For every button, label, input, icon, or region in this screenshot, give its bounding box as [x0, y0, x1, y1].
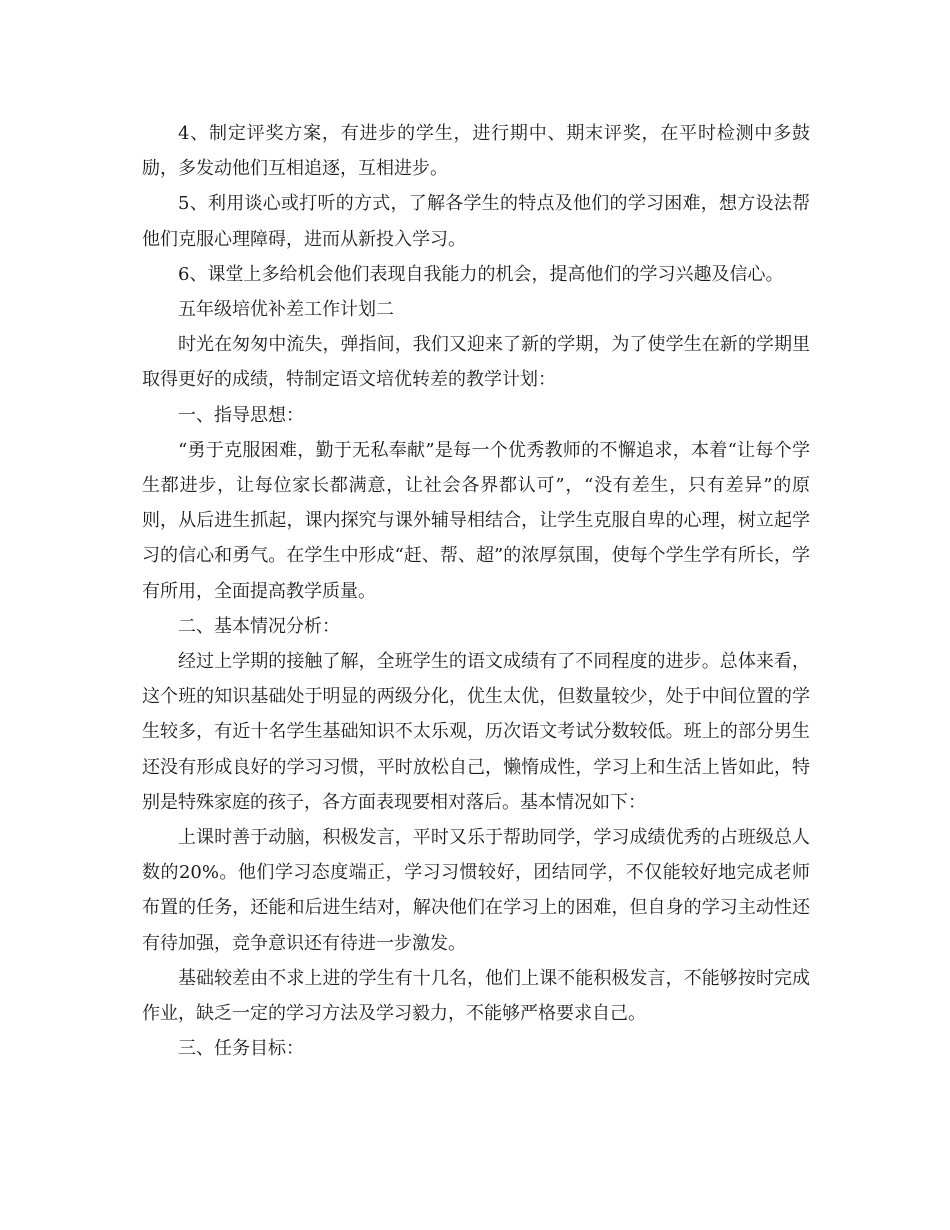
paragraph-award-plan: 4、制定评奖方案，有进步的学生，进行期中、期末评奖，在平时检测中多鼓励，多发动他们互相追逐，互相进步。 — [142, 123, 810, 180]
heading-task-goals: 三、任务目标： — [178, 1038, 304, 1060]
paragraph-intro: 时光在匆匆中流失，弹指间，我们又迎来了新的学期，为了使学生在新的学期里取得更好的成绩，特制定语文培优转差的教学计划： — [142, 334, 810, 391]
paragraph-weak-students: 基础较差由不求上进的学生有十几名，他们上课不能积极发言，不能够按时完成作业，缺乏一定的学习方法及学习毅力，不能够严格要求自己。 — [142, 967, 810, 1025]
paragraph-guiding-thought: “勇于克服困难，勤于无私奉献”是每一个优秀教师的不懈追求，本着“让每个学生都进步，让每位家长都满意，让社会各界都认可”，“没有差生，只有差异”的原则，从后进生抓起，课内探究与课外辅导相结合，让学生克服自卑的心理，树立起学习的信心和勇气。在学生中形成“赶、帮、超”的浓厚氛围，使每个学生学有所长，学有所用，全面提高教学质量。 — [142, 439, 810, 602]
paragraph-heart-to-heart: 5、利用谈心或打听的方式，了解各学生的特点及他们的学习困难，想方设法帮他们克服心理障碍，进而从新投入学习。 — [142, 193, 810, 250]
heading-situation-analysis: 二、基本情况分析： — [178, 615, 340, 637]
document-body — [142, 116, 810, 1066]
heading-guiding-thought: 一、指导思想： — [178, 404, 304, 426]
paragraph-classroom-opportunity: 6、课堂上多给机会他们表现自我能力的机会，提高他们的学习兴趣及信心。 — [178, 263, 784, 285]
paragraph-situation-analysis: 经过上学期的接触了解，全班学生的语文成绩有了不同程度的进步。总体来看，这个班的知识基础处于明显的两级分化，优生太优，但数量较少，处于中间位置的学生较多，有近十名学生基础知识不太乐观，历次语文考试分数较低。班上的部分男生还没有形成良好的学习习惯，平时放松自己，懒惰成性，学习上和生活上皆如此，特别是特殊家庭的孩子，各方面表现要相对落后。基本情况如下： — [142, 651, 810, 813]
paragraph-top-students: 上课时善于动脑，积极发言，平时又乐于帮助同学，学习成绩优秀的占班级总人数的20%。他们学习态度端正，学习习惯较好，团结同学，不仅能较好地完成老师布置的任务，还能和后进生结对，解决他们在学习上的困难，但自身的学习主动性还有待加强，竞争意识还有待进一步激发。 — [142, 827, 810, 954]
section-title-plan-two: 五年级培优补差工作计划二 — [178, 299, 394, 321]
